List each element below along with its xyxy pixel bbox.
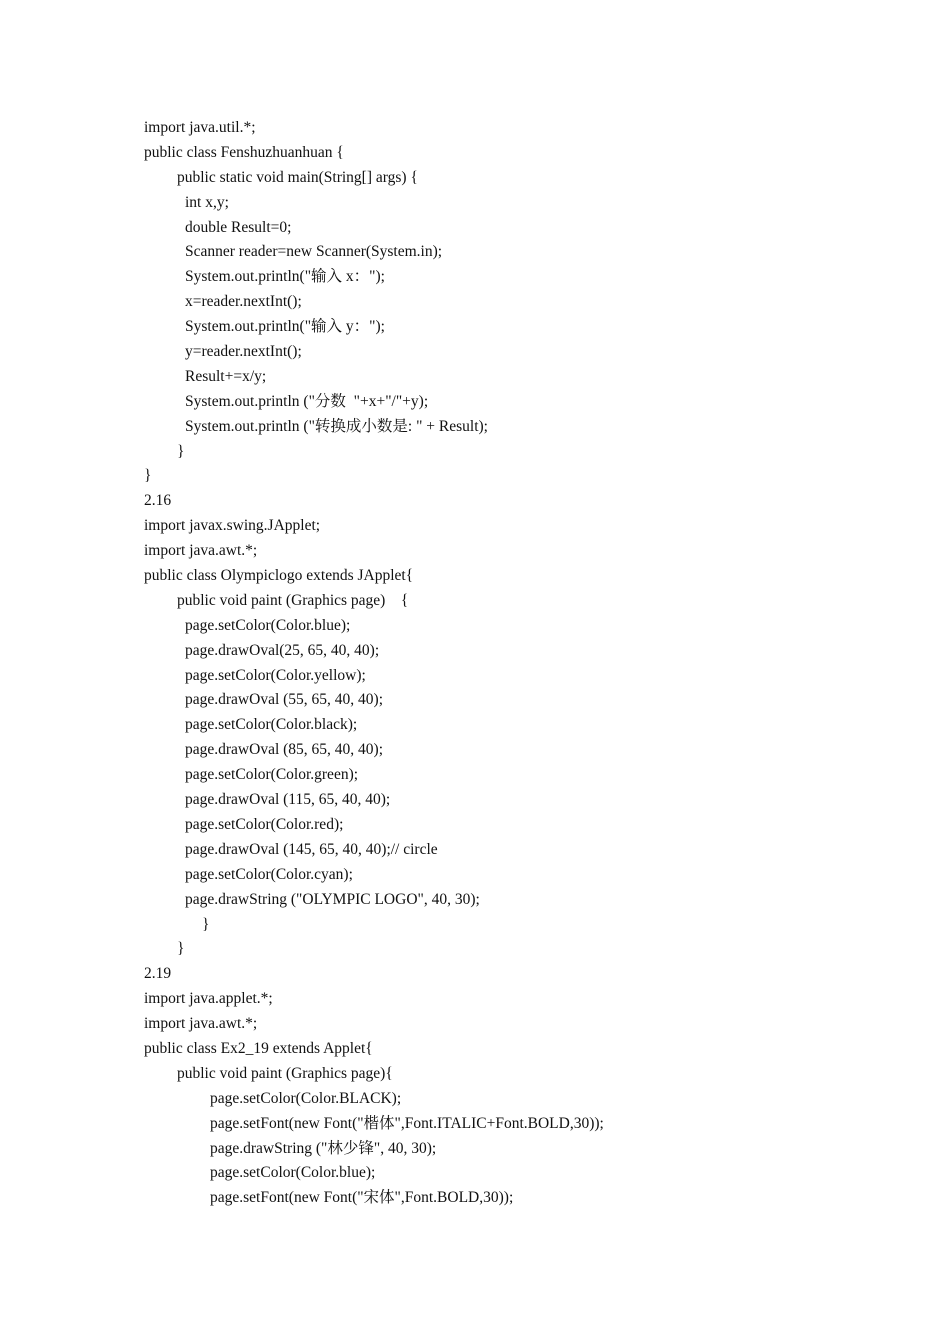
code-line: Result+=x/y; — [185, 367, 267, 385]
code-line: page.drawOval (55, 65, 40, 40); — [185, 691, 384, 709]
code-line: page.drawOval (85, 65, 40, 40); — [185, 741, 384, 759]
code-line: import java.awt.*; — [144, 1015, 258, 1033]
code-line: page.setColor(Color.BLACK); — [210, 1089, 402, 1107]
code-line: x=reader.nextInt(); — [185, 293, 302, 311]
code-line: } — [177, 442, 185, 460]
code-line: page.setColor(Color.yellow); — [185, 666, 366, 684]
code-line: page.drawString ("OLYMPIC LOGO", 40, 30); — [185, 890, 480, 908]
code-line: import java.util.*; — [144, 119, 256, 136]
code-line: page.setColor(Color.cyan); — [185, 865, 353, 883]
code-line: } — [177, 940, 185, 958]
code-line: y=reader.nextInt(); — [185, 343, 302, 361]
code-line: System.out.println ("转换成小数是: " + Result); — [185, 417, 488, 435]
code-line: page.setColor(Color.green); — [185, 766, 359, 784]
code-line: page.setFont(new Font("宋体",Font.BOLD,30)); — [210, 1189, 514, 1207]
code-document — [144, 116, 904, 1211]
code-line: page.setColor(Color.black); — [185, 716, 358, 734]
code-line: import java.applet.*; — [144, 990, 273, 1008]
code-line: page.drawString ("林少锋", 40, 30); — [210, 1139, 437, 1157]
code-line: double Result=0; — [185, 218, 292, 236]
code-line: public static void main(String[] args) { — [177, 168, 418, 186]
code-line: System.out.println ("分数 "+x+"/"+y); — [185, 392, 429, 410]
code-line: page.setColor(Color.red); — [185, 815, 344, 833]
code-line: System.out.println("输入 y："); — [185, 318, 385, 336]
code-line: page.drawOval (145, 65, 40, 40);// circle — [185, 840, 438, 858]
code-line: public class Olympiclogo extends JApplet{ — [144, 567, 414, 585]
code-line: public void paint (Graphics page) { — [177, 591, 409, 609]
code-line: Scanner reader=new Scanner(System.in); — [185, 243, 443, 261]
code-line: 2.19 — [144, 965, 172, 983]
code-line: page.drawOval(25, 65, 40, 40); — [185, 641, 380, 659]
code-line: public class Fenshuzhuanhuan { — [144, 143, 344, 161]
code-line: public class Ex2_19 extends Applet{ — [144, 1039, 373, 1057]
code-line: int x,y; — [185, 193, 229, 211]
code-line: 2.16 — [144, 492, 172, 510]
code-line: page.setColor(Color.blue); — [210, 1164, 376, 1182]
code-line: public void paint (Graphics page){ — [177, 1064, 393, 1082]
code-line: page.setFont(new Font("楷体",Font.ITALIC+Font.BOLD,30)); — [210, 1114, 604, 1132]
code-line: System.out.println("输入 x："); — [185, 268, 385, 286]
code-line: import java.awt.*; — [144, 542, 258, 560]
code-line: } — [144, 467, 152, 485]
code-line: page.setColor(Color.blue); — [185, 616, 351, 634]
code-line: import javax.swing.JApplet; — [144, 517, 321, 535]
code-line: page.drawOval (115, 65, 40, 40); — [185, 791, 391, 809]
code-line: } — [202, 915, 210, 933]
